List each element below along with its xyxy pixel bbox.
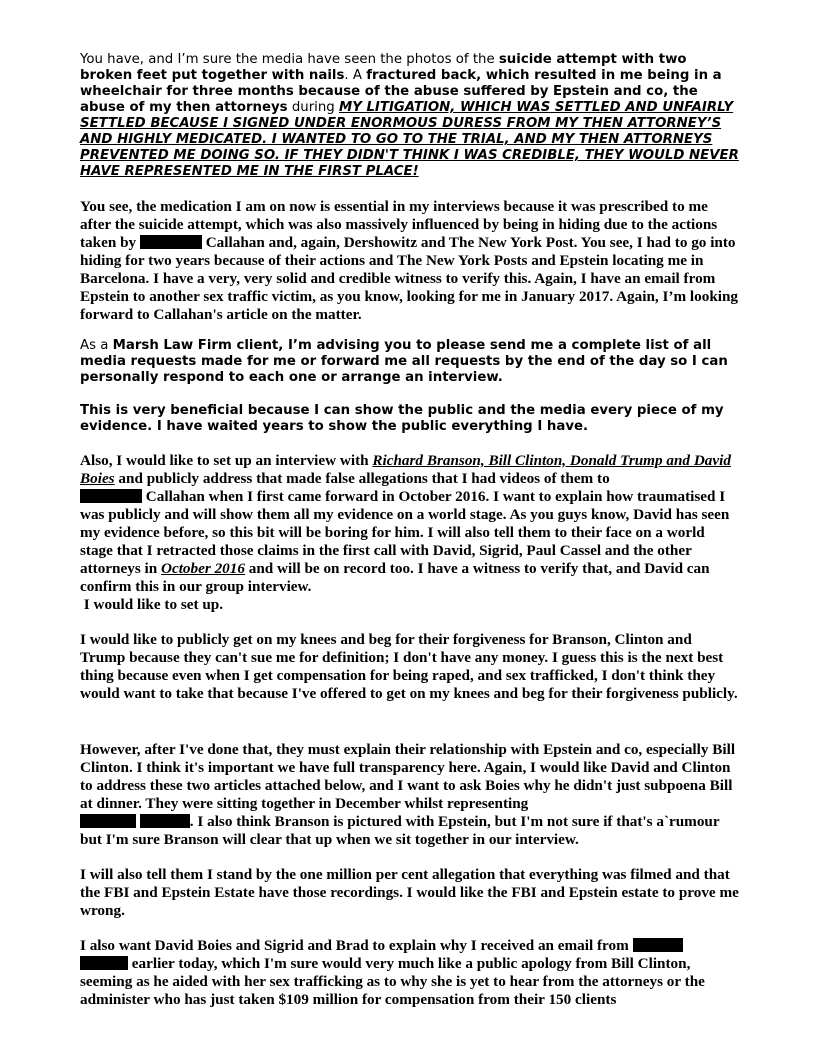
redaction-block (633, 938, 683, 952)
redaction-block (140, 235, 202, 249)
names-list: Richard Branson, Bill Clinton, Donald Trump and David Boies (80, 452, 731, 487)
text-span: As a (80, 338, 113, 353)
paragraph-allegation (80, 866, 740, 920)
text-span: I would like to publicly get on my knees and beg for their forgiveness for Branson, Clinton and Trump because they can't sue me for definition; I don't have any money. I guess this is the next best thing because even when I get compensation for being raped, and sex trafficked, I don't think they would want to take that because I've offered to get on my knees and beg for their forgiveness publicly. (80, 631, 738, 702)
text-span: You have, and I’m sure the media have seen the photos of the (80, 52, 499, 67)
text-span: . A (344, 68, 367, 83)
text-span: Callahan and, again, Dershowitz and The New York Post. You see, I had to go into hiding for two years because of their actions and The New York Posts and Epstein locating me in Barcelona. I have a very, very solid and credible witness to verify this. Again, I have an email from Epstein to another sex traffic victim, as you know, looking for me in January 2017. Again, I’m looking forward to Callahan's article on the matter. (80, 234, 739, 323)
text-span: This is very beneficial because I can show the public and the media every piece of my evidence. I have waited years to show the public everything I have. (80, 403, 724, 434)
text-span: I would like to set up. (83, 596, 224, 613)
text-span: during (287, 100, 339, 115)
text-span: and publicly address that made false allegations that I had videos of them to (114, 470, 610, 487)
text-span: You see, the medication I am on now is essential in my interviews because it was prescribed to me after the suicide attempt, which was also massively influenced by being in hiding due to the actions taken by (80, 198, 718, 251)
paragraph-forgiveness (80, 631, 740, 703)
paragraph-beneficial (80, 403, 740, 435)
text-span: I also want David Boies and Sigrid and Brad to explain why I received an email from (80, 937, 629, 954)
bold-text: Marsh Law Firm client, I’m advising you to please send me a complete list of all media requests made for me or forward me all requests by the end of the day so I can personally respond to each one or arrange an interview. (80, 338, 728, 385)
text-span: I will also tell them I stand by the one million per cent allegation that everything was filmed and that the FBI and Epstein Estate have those recordings. I would like the FBI and Epstein estate to prove me wrong. (80, 866, 739, 919)
text-span: Also, I would like to set up an interview with (80, 452, 373, 469)
redaction-block (140, 814, 190, 828)
redaction-block (80, 814, 136, 828)
paragraph-transparency (80, 741, 740, 849)
redaction-block (80, 489, 142, 503)
paragraph-interview-request (80, 452, 740, 614)
paragraph-marsh-law (80, 338, 740, 386)
paragraph-suicide-attempt (80, 52, 740, 180)
redaction-block (80, 956, 128, 970)
text-span: and will be on record too. I have a witness to verify that, and David can confirm this in our group interview. (80, 560, 710, 595)
litigation-statement: MY LITIGATION, WHICH WAS SETTLED AND UNFAIRLY SETTLED BECAUSE I SIGNED UNDER ENORMOUS DURESS FROM MY THEN ATTORNEY’S AND HIGHLY MEDICATED. I WANTED TO GO TO THE TRIAL, AND MY THEN ATTORNEYS PREVENTED ME DOING SO. IF THEY DIDN'T THINK I WAS CREDIBLE, THEY WOULD NEVER HAVE REPRESENTED ME IN THE FIRST PLACE! (80, 100, 739, 179)
text-span: earlier today, which I'm sure would very much like a public apology from Bill Clinton, seeming as he aided with her sex trafficking as to why she is yet to hear from the attorneys or the administer who has just taken $109 million for compensation from their 150 clients (80, 955, 705, 1008)
bold-text: suicide attempt with two broken feet put together with nails (80, 52, 687, 83)
text-span: Callahan when I first came forward in October 2016. I want to explain how traumatised I was publicly and will show them all my evidence on a world stage. As you guys know, David has seen my evidence before, so this bit will be boring for him. I will also tell them to their face on a world stage that I retracted those claims in the first call with David, Sigrid, Paul Cassel and the other attorneys in (80, 488, 730, 577)
paragraph-email (80, 937, 740, 1009)
text-span: However, after I've done that, they must explain their relationship with Epstein and co, especially Bill Clinton. I think it's important we have full transparency here. Again, I would like David and Clinton to address these two articles attached below, and I want to ask Boies why he didn't just subpoena Bill at dinner. They were sitting together in December whilst representing (80, 741, 736, 812)
text-span: . I also think Branson is pictured with Epstein, but I'm not sure if that's a`rumour but I'm sure Branson will clear that up when we sit together in our interview. (80, 813, 720, 848)
paragraph-medication (80, 198, 740, 324)
date-reference: October 2016 (161, 560, 245, 577)
bold-text: fractured back, which resulted in me being in a wheelchair for three months because of the abuse suffered by Epstein and co, the abuse of my then attorneys (80, 68, 722, 115)
